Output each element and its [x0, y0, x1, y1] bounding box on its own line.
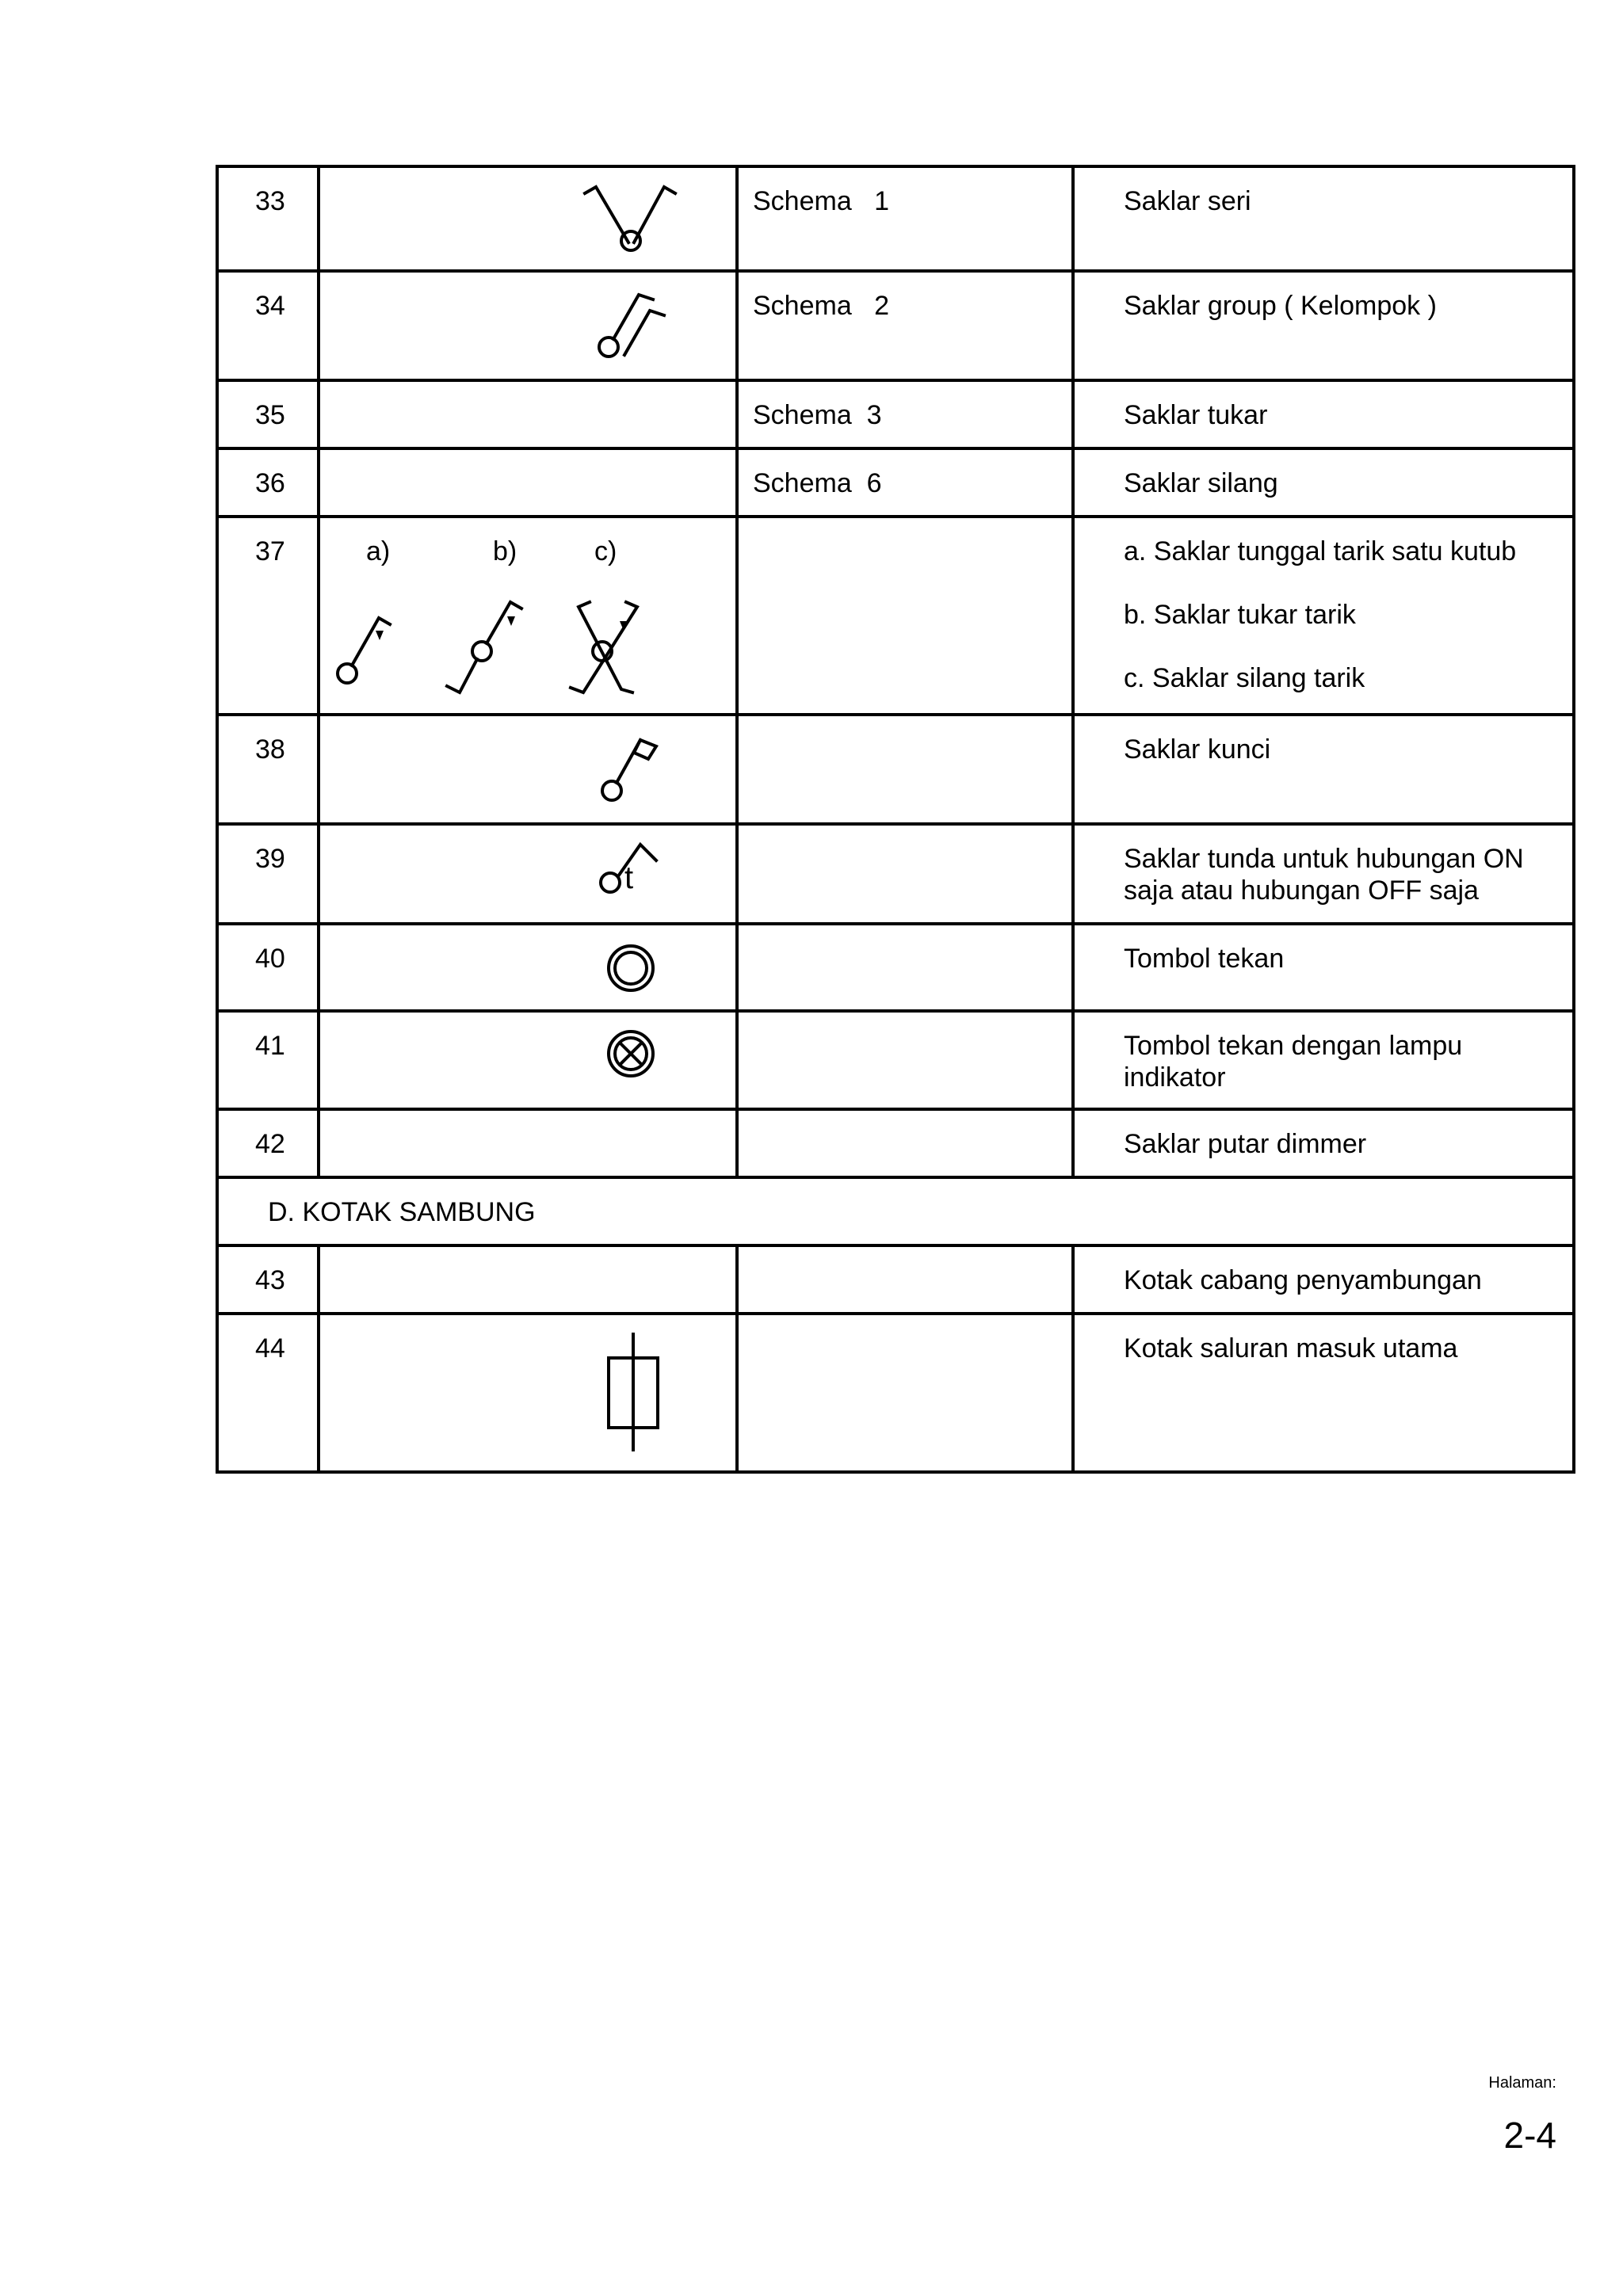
- table-row: [217, 715, 1574, 824]
- label-a: a): [366, 536, 391, 566]
- description: Saklar silang: [1124, 468, 1278, 498]
- table-row: [217, 380, 1574, 448]
- symbol-cell: [319, 1109, 737, 1177]
- label-c: c): [594, 536, 617, 566]
- page-number: 2-4: [1503, 2115, 1556, 2156]
- label-b: b): [493, 536, 517, 566]
- section-heading: D. KOTAK SAMBUNG: [217, 1177, 1574, 1245]
- row-number: 38: [255, 734, 285, 765]
- table-row: [217, 1011, 1574, 1109]
- section-row: [217, 1177, 1574, 1245]
- schema-cell: [737, 924, 1073, 1011]
- row-number: 33: [255, 186, 285, 216]
- schema-cell: [737, 715, 1073, 824]
- row-number: 37: [255, 536, 285, 566]
- schema-cell: [737, 824, 1073, 924]
- tombol-lampu-icon: [320, 1013, 739, 1111]
- saklar-group-icon: [320, 273, 739, 382]
- symbol-cell: [319, 271, 737, 380]
- table-row: [217, 166, 1574, 271]
- tunda-t-label: t: [624, 860, 634, 895]
- schema-cell: [737, 1109, 1073, 1177]
- description: Saklar group ( Kelompok ): [1124, 291, 1437, 321]
- symbol-cell: [319, 517, 737, 715]
- description: Saklar tunda untuk hubungan ON saja atau hubungan OFF saja: [1124, 844, 1524, 906]
- table-row: [217, 1314, 1574, 1472]
- symbol-cell: [319, 1314, 737, 1472]
- schema-cell: [737, 1314, 1073, 1472]
- description-list: [1075, 518, 1572, 694]
- description: Saklar tukar: [1124, 400, 1268, 430]
- description: Saklar putar dimmer: [1124, 1129, 1367, 1159]
- symbol-cell: [319, 166, 737, 271]
- description: Saklar seri: [1124, 186, 1251, 216]
- row-number: 40: [255, 944, 285, 974]
- symbol-cell: [319, 380, 737, 448]
- row-number: 41: [255, 1031, 285, 1061]
- symbol-cell: [319, 1245, 737, 1314]
- description: Kotak saluran masuk utama: [1124, 1333, 1458, 1363]
- table-row: [217, 271, 1574, 380]
- tombol-tekan-icon: [320, 925, 739, 1013]
- description: Tombol tekan: [1124, 944, 1285, 974]
- schema-label: Schema 1: [753, 186, 889, 216]
- description-item: c. Saklar silang tarik: [1124, 663, 1365, 693]
- table-row: [217, 1245, 1574, 1314]
- table-row: [217, 1109, 1574, 1177]
- description-item: a. Saklar tunggal tarik satu kutub: [1124, 536, 1517, 566]
- row-number: 39: [255, 844, 285, 874]
- schema-label: Schema 3: [753, 400, 882, 430]
- symbol-cell: [319, 924, 737, 1011]
- description: Saklar kunci: [1124, 734, 1271, 765]
- table-row: [217, 824, 1574, 924]
- symbol-cell: [319, 1011, 737, 1109]
- row-number: 35: [255, 400, 285, 430]
- description: Tombol tekan dengan lampu indikator: [1124, 1031, 1463, 1093]
- table-row: [217, 448, 1574, 517]
- row-number: 44: [255, 1333, 285, 1363]
- row-number: 34: [255, 291, 285, 321]
- saklar-tarik-icons: [320, 518, 739, 716]
- schema-cell: [737, 1245, 1073, 1314]
- table-row: [217, 517, 1574, 715]
- saklar-seri-icon: [320, 168, 739, 273]
- schema-cell: [737, 517, 1073, 715]
- table-row: [217, 924, 1574, 1011]
- schema-cell: [737, 1011, 1073, 1109]
- symbol-table: [216, 165, 1575, 1474]
- symbol-cell: [319, 824, 737, 924]
- description: Kotak cabang penyambungan: [1124, 1265, 1482, 1295]
- row-number: 36: [255, 468, 285, 498]
- saklar-tunda-icon: [320, 826, 739, 925]
- symbol-cell: [319, 715, 737, 824]
- saklar-kunci-icon: [320, 716, 739, 826]
- row-number: 42: [255, 1129, 285, 1159]
- symbol-cell: [319, 448, 737, 517]
- description-item: b. Saklar tukar tarik: [1124, 600, 1356, 630]
- page-label: Halaman:: [1488, 2074, 1556, 2092]
- row-number: 43: [255, 1265, 285, 1295]
- schema-label: Schema 2: [753, 291, 889, 321]
- schema-label: Schema 6: [753, 468, 882, 498]
- kotak-saluran-icon: [320, 1315, 739, 1474]
